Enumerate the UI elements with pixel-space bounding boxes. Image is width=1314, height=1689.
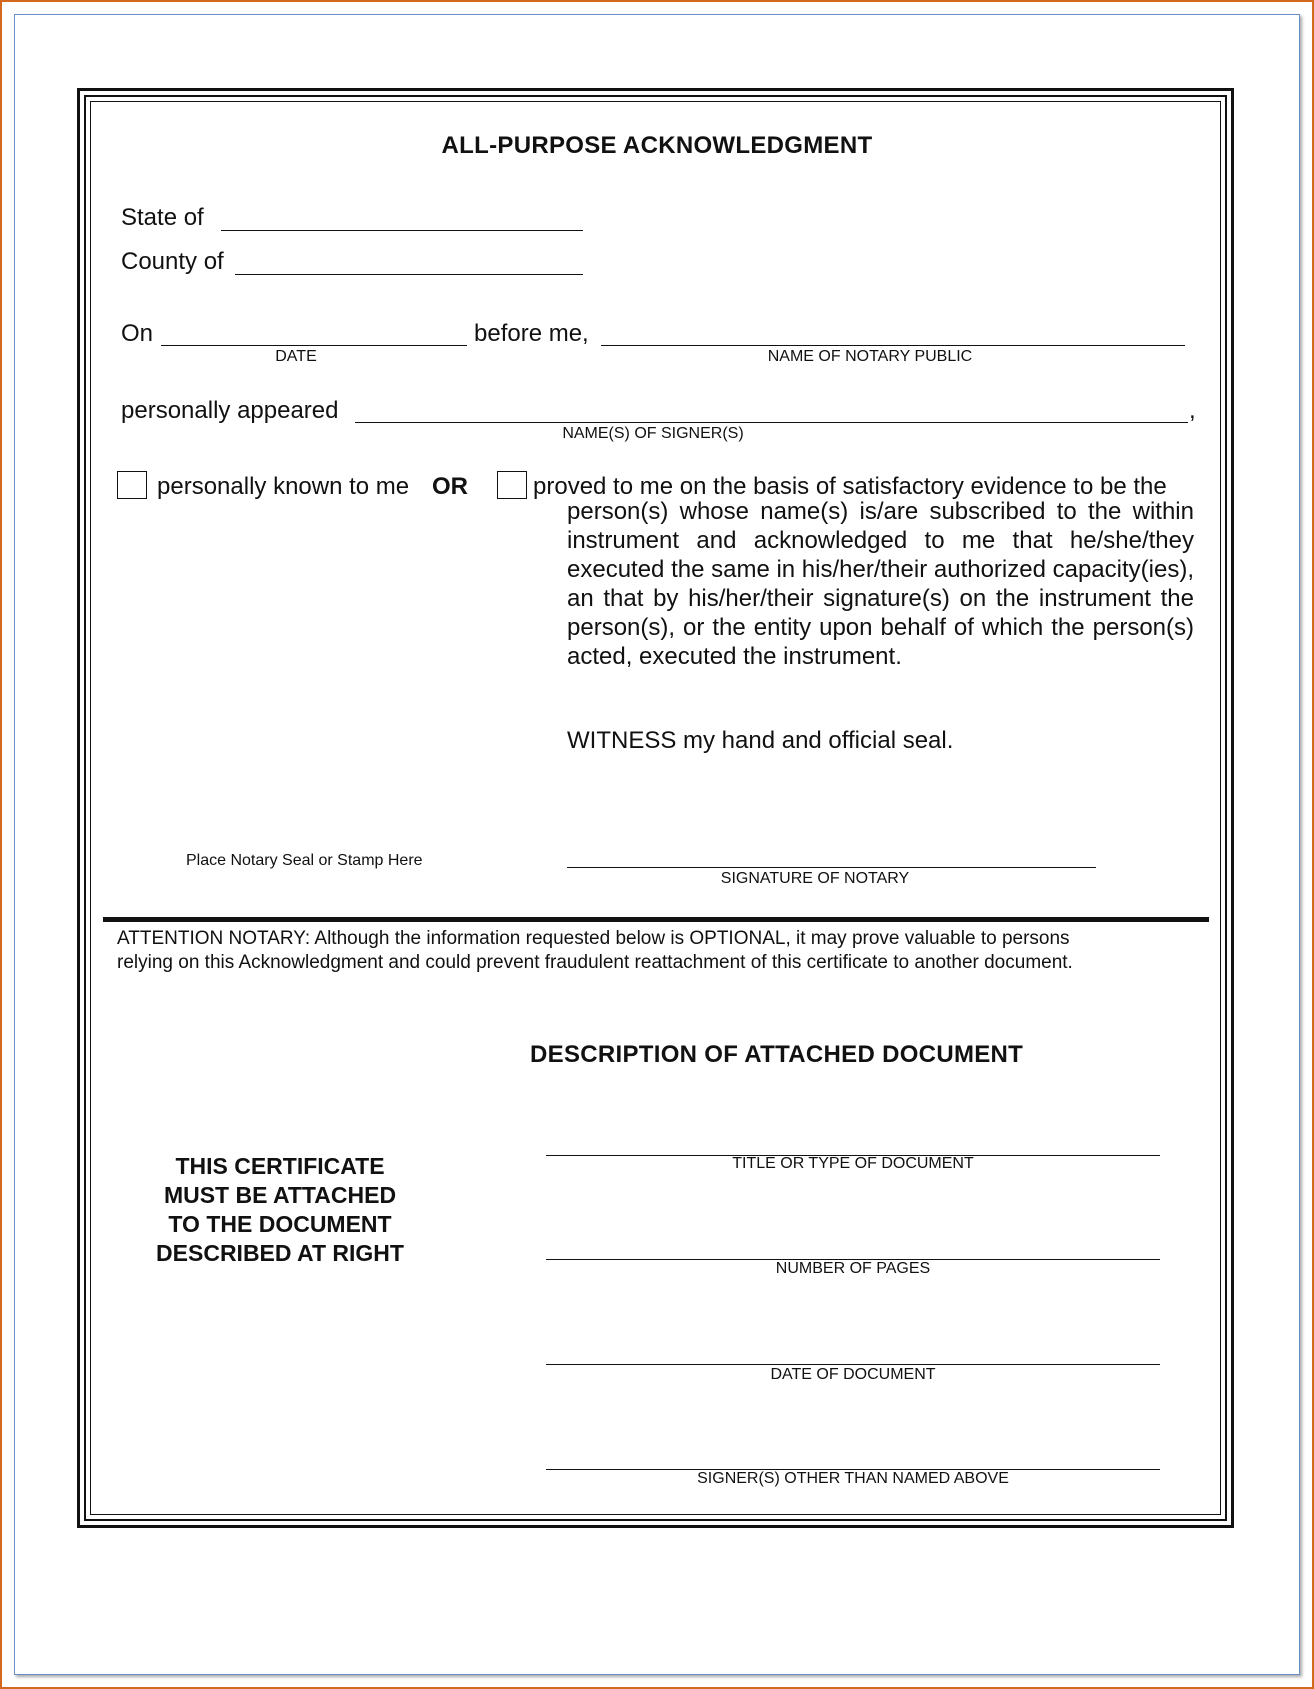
county-label: County of (121, 248, 224, 275)
or-label: OR (432, 473, 468, 500)
state-field[interactable] (221, 230, 583, 231)
county-field[interactable] (235, 274, 583, 275)
attention-line-2: relying on this Acknowledgment and could prevent fraudulent reattachment of this certificate to another document. (117, 952, 1073, 973)
proved-paragraph: person(s) whose name(s) is/are subscribed to the within instrument and acknowledged to me that he/she/they executed the same in his/her/their authorized capacity(ies), an that by his/her/their signature(s) on the instrument the person(s), or the entity upon behalf of which the person(s) acted, executed the instrument. (567, 498, 1194, 670)
description-title: DESCRIPTION OF ATTACHED DOCUMENT (530, 1041, 1024, 1068)
title-type-caption: TITLE OR TYPE OF DOCUMENT (732, 1155, 974, 1172)
number-of-pages-caption: NUMBER OF PAGES (775, 1260, 931, 1277)
known-label: personally known to me (157, 473, 410, 500)
signers-caption: NAME(S) OF SIGNER(S) (562, 425, 744, 442)
proved-checkbox[interactable] (497, 471, 527, 499)
seal-text: Place Notary Seal or Stamp Here (186, 852, 423, 869)
state-label: State of (121, 204, 204, 231)
form-border-inner (84, 95, 1227, 1521)
notary-name-caption: NAME OF NOTARY PUBLIC (767, 348, 973, 365)
certificate-notice: THIS CERTIFICATE MUST BE ATTACHED TO THE DOCUMENT DESCRIBED AT RIGHT (156, 1153, 404, 1266)
other-signers-caption: SIGNER(S) OTHER THAN NAMED ABOVE (697, 1470, 1009, 1487)
date-of-document-caption: DATE OF DOCUMENT (770, 1366, 936, 1383)
witness-text: WITNESS my hand and official seal. (567, 727, 954, 754)
date-field[interactable] (161, 345, 467, 346)
proved-first-line: proved to me on the basis of satisfactory evidence to be the (533, 473, 1167, 500)
signature-caption: SIGNATURE OF NOTARY (720, 870, 910, 887)
notary-signature-field[interactable] (567, 867, 1096, 868)
section-divider (103, 917, 1209, 922)
before-me-label: before me, (474, 320, 589, 347)
date-of-document-field[interactable] (546, 1364, 1160, 1365)
personally-appeared-label: personally appeared (121, 397, 339, 424)
form-border-inner2 (90, 101, 1221, 1515)
signers-field[interactable] (355, 422, 1188, 423)
form-border (77, 88, 1234, 1528)
notary-name-field[interactable] (601, 345, 1185, 346)
date-caption: DATE (275, 348, 317, 365)
known-checkbox[interactable] (117, 471, 147, 499)
form-title: ALL-PURPOSE ACKNOWLEDGMENT (441, 132, 873, 159)
on-label: On (121, 320, 154, 347)
signers-comma: , (1189, 397, 1196, 424)
attention-line-1: ATTENTION NOTARY: Although the information requested below is OPTIONAL, it may prove valuable to persons (117, 928, 1070, 949)
